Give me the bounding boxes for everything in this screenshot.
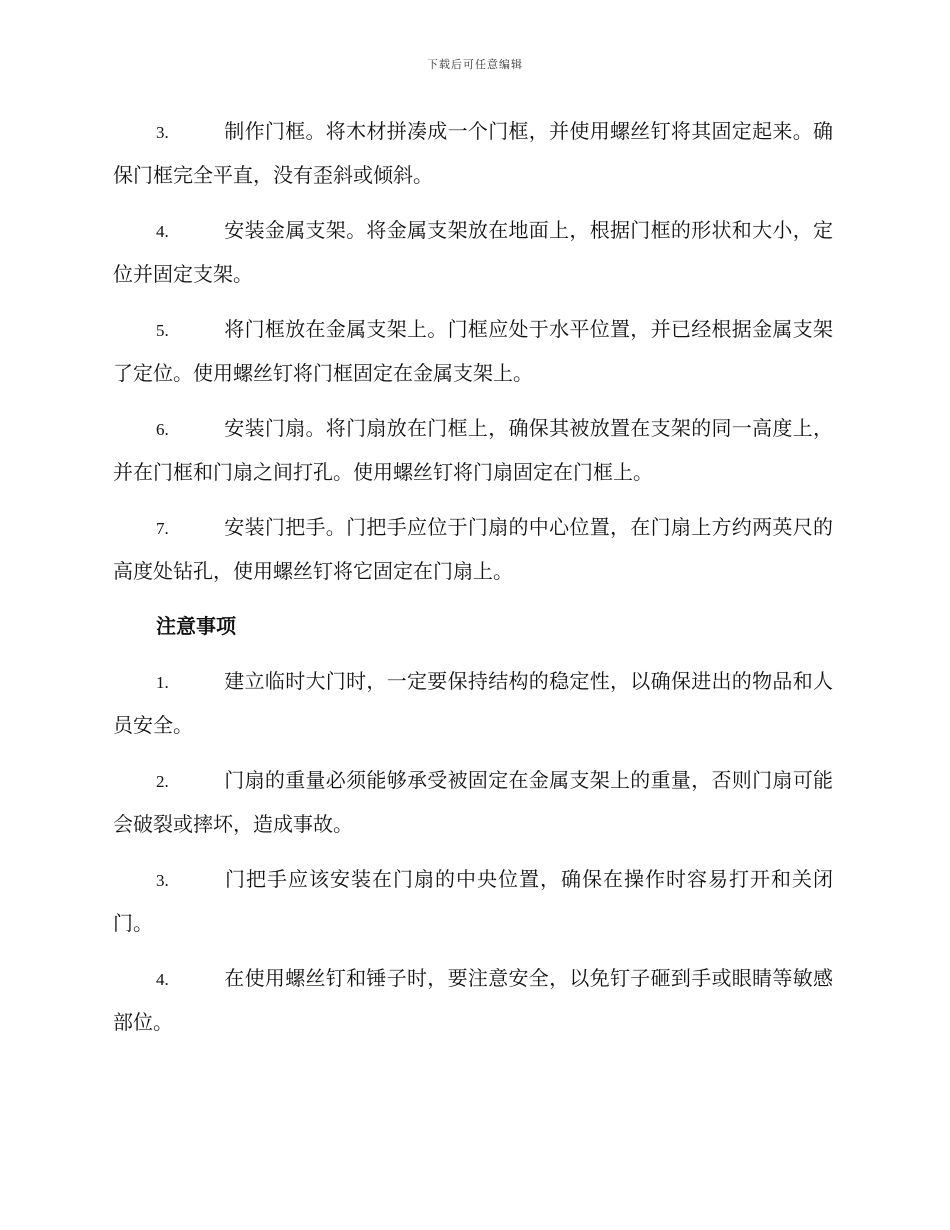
step-text: 安装门把手。门把手应位于门扇的中心位置，在门扇上方约两英尺的高度处钻孔，使用螺丝钉将它固定在门扇上。 bbox=[113, 515, 833, 583]
note-item-4 bbox=[113, 957, 833, 1043]
note-number: 2. bbox=[156, 772, 169, 791]
section-title-notes: 注意事项 bbox=[156, 614, 236, 638]
header-note: 下载后可任意编辑 bbox=[427, 58, 523, 71]
note-item-1 bbox=[113, 660, 833, 746]
step-number: 5. bbox=[156, 321, 169, 340]
step-text: 安装金属支架。将金属支架放在地面上，根据门框的形状和大小，定位并固定支架。 bbox=[113, 218, 833, 286]
step-number: 3. bbox=[156, 123, 169, 142]
step-number: 4. bbox=[156, 222, 169, 241]
step-text: 安装门扇。将门扇放在门框上，确保其被放置在支架的同一高度上，并在门框和门扇之间打孔。使用螺丝钉将门扇固定在门框上。 bbox=[113, 416, 833, 484]
note-item-2 bbox=[113, 759, 833, 845]
note-number: 1. bbox=[156, 673, 169, 692]
step-item-6 bbox=[113, 407, 833, 493]
step-number: 7. bbox=[156, 519, 169, 538]
step-text: 将门框放在金属支架上。门框应处于水平位置，并已经根据金属支架了定位。使用螺丝钉将门框固定在金属支架上。 bbox=[113, 317, 833, 385]
note-number: 4. bbox=[156, 970, 169, 989]
step-item-7 bbox=[113, 506, 833, 592]
note-text: 在使用螺丝钉和锤子时，要注意安全，以免钉子砸到手或眼睛等敏感部位。 bbox=[113, 966, 833, 1034]
step-number: 6. bbox=[156, 420, 169, 439]
step-item-5 bbox=[113, 308, 833, 394]
step-item-3 bbox=[113, 110, 833, 196]
note-item-3 bbox=[113, 858, 833, 944]
note-text: 门把手应该安装在门扇的中央位置，确保在操作时容易打开和关闭门。 bbox=[113, 867, 833, 935]
note-text: 门扇的重量必须能够承受被固定在金属支架上的重量，否则门扇可能会破裂或摔坏，造成事故。 bbox=[113, 768, 833, 836]
note-number: 3. bbox=[156, 871, 169, 890]
step-text: 制作门框。将木材拼凑成一个门框，并使用螺丝钉将其固定起来。确保门框完全平直，没有歪斜或倾斜。 bbox=[113, 119, 833, 187]
step-item-4 bbox=[113, 209, 833, 295]
note-text: 建立临时大门时，一定要保持结构的稳定性，以确保进出的物品和人员安全。 bbox=[113, 669, 833, 737]
document-body bbox=[113, 110, 833, 1056]
